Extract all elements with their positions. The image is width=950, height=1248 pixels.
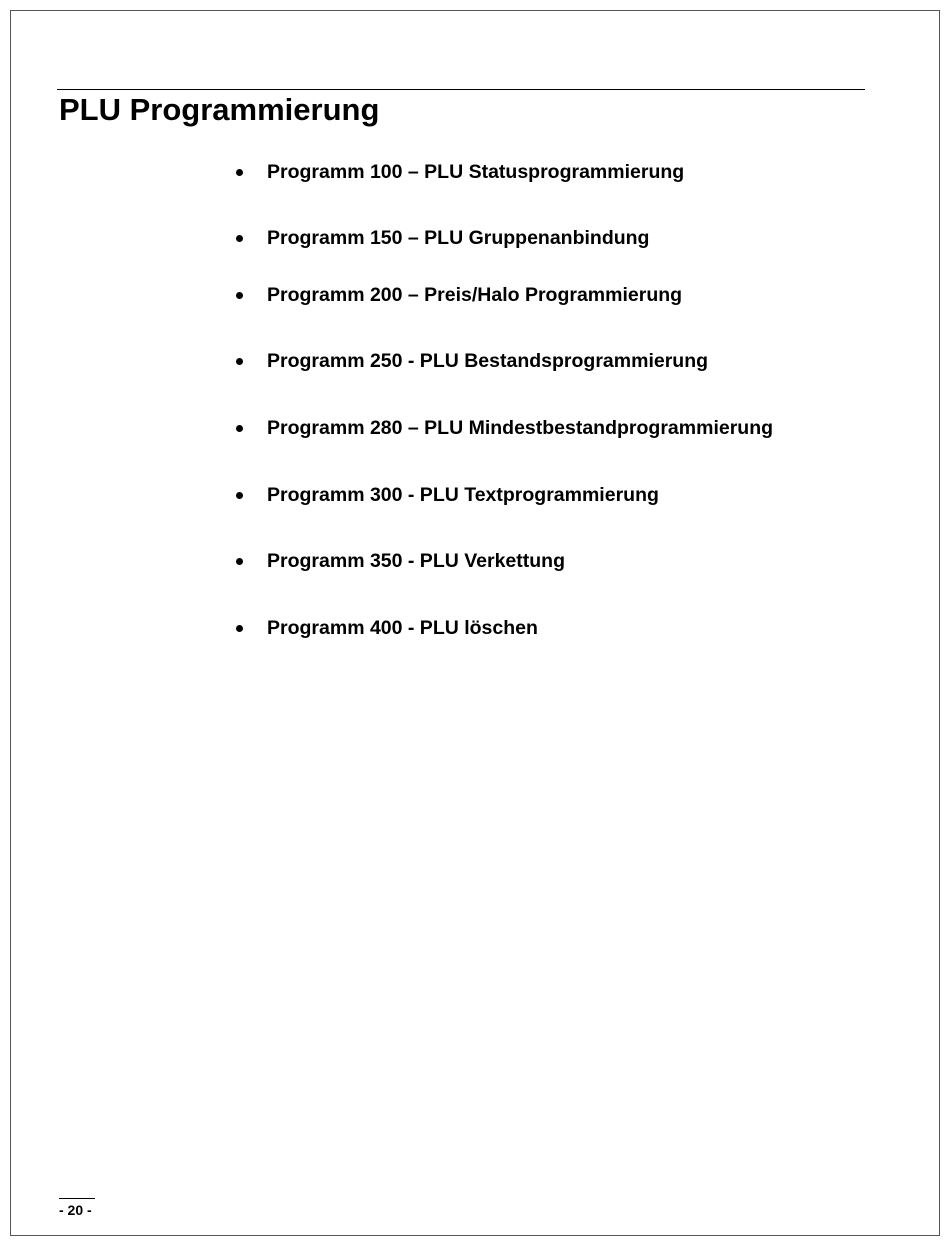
list-item-label: Programm 100 – PLU Statusprogrammierung (267, 161, 685, 183)
list-item-label: Programm 200 – Preis/Halo Programmierung (267, 284, 683, 306)
list-item-label: Programm 350 - PLU Verkettung (267, 550, 566, 572)
footer-rule (59, 1198, 95, 1199)
bullet-icon (236, 425, 243, 432)
bullet-icon (236, 292, 243, 299)
bullet-icon (236, 169, 243, 176)
bullet-icon (236, 558, 243, 565)
bullet-icon (236, 358, 243, 365)
bullet-icon (236, 235, 243, 242)
bullet-icon (236, 492, 243, 499)
list-item-label: Programm 400 - PLU löschen (267, 617, 538, 639)
page-number: - 20 - (59, 1202, 92, 1218)
list-item-label: Programm 150 – PLU Gruppenanbindung (267, 227, 650, 249)
bullet-icon (236, 625, 243, 632)
page-title: PLU Programmierung (59, 92, 380, 127)
list-item-label: Programm 280 – PLU Mindestbestandprogrammierung (267, 417, 774, 439)
list-item-label: Programm 300 - PLU Textprogrammierung (267, 484, 659, 506)
list-item-label: Programm 250 - PLU Bestandsprogrammierung (267, 350, 709, 372)
